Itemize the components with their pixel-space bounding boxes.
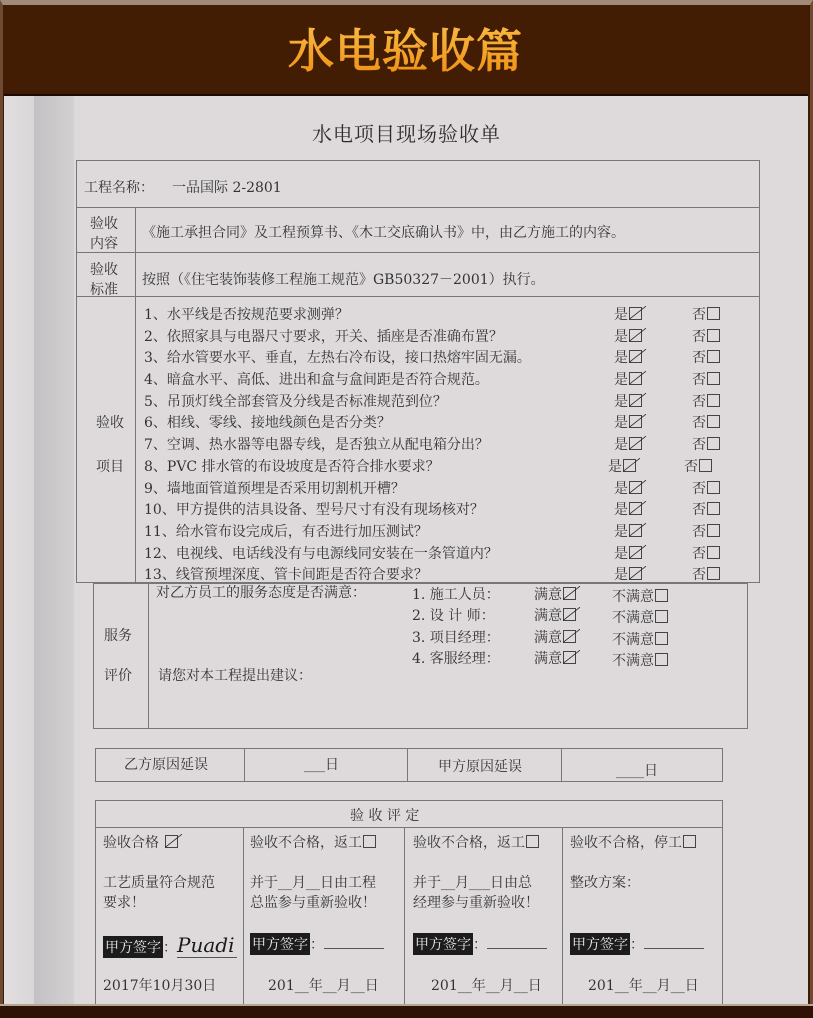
no-option[interactable]: [692, 391, 720, 411]
yes-option[interactable]: [614, 478, 642, 498]
satisfied-checkbox[interactable]: [563, 608, 576, 621]
yes-checkbox[interactable]: [629, 350, 642, 363]
inspection-item-text: 4、暗盒水平、高低、进出和盒与盒间距是否符合规范。: [144, 372, 489, 388]
evaluation-date: 2017年10月30日: [103, 978, 217, 994]
no-checkbox[interactable]: [707, 481, 720, 494]
signature-label: 甲方签字: [103, 936, 163, 958]
yes-option[interactable]: [614, 347, 642, 367]
no-option[interactable]: [692, 412, 720, 432]
yes-option[interactable]: [614, 326, 642, 346]
no-option[interactable]: [684, 456, 712, 476]
no-label: 否: [692, 437, 706, 453]
evaluation-option[interactable]: [570, 832, 696, 852]
evaluation-body: 并于__月__日由工程: [250, 875, 376, 891]
yes-option[interactable]: [614, 369, 642, 389]
yes-label: 是: [614, 372, 628, 388]
column-divider: [404, 827, 405, 1004]
colon: ：: [473, 937, 487, 953]
inspection-item-text: 1、水平线是否按规范要求测弹？: [144, 307, 349, 323]
inspection-item-text: 8、PVC 排水管的布设坡度是否符合排水要求？: [144, 459, 440, 475]
role-label: 4. 客服经理：: [412, 651, 500, 667]
evaluation-body: 总监参与重新验收！: [250, 895, 376, 911]
yes-checkbox[interactable]: [629, 415, 642, 428]
yes-option[interactable]: [614, 434, 642, 454]
no-checkbox[interactable]: [707, 437, 720, 450]
background-surface: [4, 96, 34, 1006]
yes-checkbox[interactable]: [629, 437, 642, 450]
no-checkbox[interactable]: [707, 372, 720, 385]
no-checkbox[interactable]: [707, 546, 720, 559]
form-title: 水电项目现场验收单: [312, 122, 501, 146]
satisfied-checkbox[interactable]: [563, 630, 576, 643]
evaluation-option-label: 验收不合格，停工: [570, 835, 682, 851]
unsatisfied-option[interactable]: [612, 629, 668, 649]
evaluation-checkbox[interactable]: [363, 835, 376, 848]
content-label: 验收: [90, 216, 118, 232]
signature-value[interactable]: Puadi: [177, 933, 237, 958]
yes-checkbox[interactable]: [629, 372, 642, 385]
no-option[interactable]: [692, 369, 720, 389]
standard-label: 验收: [90, 262, 118, 278]
evaluation-body: 经理参与重新验收！: [413, 895, 539, 911]
no-checkbox[interactable]: [707, 329, 720, 342]
yes-option[interactable]: [614, 521, 642, 541]
satisfied-label: 满意: [534, 651, 562, 667]
no-checkbox[interactable]: [707, 524, 720, 537]
row-divider: [76, 252, 760, 253]
no-option[interactable]: [692, 304, 720, 324]
column-divider: [243, 827, 244, 1004]
signature-field[interactable]: [413, 933, 547, 955]
no-option[interactable]: [692, 543, 720, 563]
evaluation-option-label: 验收不合格，返工: [413, 835, 525, 851]
unsatisfied-label: 不满意: [612, 589, 654, 605]
unsatisfied-option[interactable]: [612, 586, 668, 606]
colon: ：: [310, 937, 324, 953]
no-option[interactable]: [692, 499, 720, 519]
yes-checkbox[interactable]: [629, 394, 642, 407]
yes-option[interactable]: [614, 391, 642, 411]
inspection-item-text: 11、给水管布设完成后，有否进行加压测试？: [144, 524, 428, 540]
yes-checkbox[interactable]: [629, 307, 642, 320]
evaluation-date: 201__年__月__日: [268, 978, 379, 994]
suggestion-label: 请您对本工程提出建议：: [158, 668, 312, 684]
satisfied-checkbox[interactable]: [563, 587, 576, 600]
satisfied-option[interactable]: [534, 627, 576, 647]
inspection-item-text: 5、吊顶灯线全部套管及分线是否标准规范到位？: [144, 394, 447, 410]
satisfied-label: 满意: [534, 630, 562, 646]
no-checkbox[interactable]: [707, 415, 720, 428]
evaluation-option-label: 验收不合格，返工: [250, 835, 362, 851]
yes-checkbox[interactable]: [629, 481, 642, 494]
unsatisfied-option[interactable]: [612, 650, 668, 670]
banner: [3, 5, 808, 91]
yes-label: 是: [608, 459, 622, 475]
column-divider: [561, 748, 562, 782]
yes-label: 是: [614, 394, 628, 410]
signature-field[interactable]: [250, 933, 384, 955]
signature-value[interactable]: [487, 948, 547, 949]
unsatisfied-checkbox[interactable]: [655, 610, 668, 623]
yes-option[interactable]: [614, 564, 642, 584]
signature-value[interactable]: [644, 948, 704, 949]
evaluation-date: 201__年__月__日: [431, 978, 542, 994]
yes-checkbox[interactable]: [629, 546, 642, 559]
colon: ：: [630, 937, 644, 953]
yes-label: 是: [614, 524, 628, 540]
satisfied-option[interactable]: [534, 605, 576, 625]
evaluation-option[interactable]: [413, 832, 539, 852]
yes-label: 是: [614, 307, 628, 323]
content-text: 《施工承担合同》及工程预算书、《木工交底确认书》中，由乙方施工的内容。: [142, 225, 625, 241]
items-label: 项目: [96, 459, 124, 475]
unsatisfied-label: 不满意: [612, 653, 654, 669]
no-checkbox[interactable]: [699, 459, 712, 472]
inspection-item-text: 7、空调、热水器等电器专线，是否独立从配电箱分出？: [144, 437, 489, 453]
unsatisfied-checkbox[interactable]: [655, 589, 668, 602]
yes-label: 是: [614, 415, 628, 431]
service-label: 服务: [104, 628, 132, 644]
role-label: 1. 施工人员：: [412, 587, 500, 603]
items-label: 验收: [96, 415, 124, 431]
evaluation-checkbox[interactable]: [683, 835, 696, 848]
signature-value[interactable]: [324, 948, 384, 949]
unsatisfied-checkbox[interactable]: [655, 632, 668, 645]
no-checkbox[interactable]: [707, 567, 720, 580]
no-label: 否: [692, 307, 706, 323]
standard-label: 标准: [90, 282, 118, 298]
no-label: 否: [692, 567, 706, 583]
no-option[interactable]: [692, 564, 720, 584]
content-label: 内容: [90, 236, 118, 252]
yes-label: 是: [614, 437, 628, 453]
yes-checkbox[interactable]: [629, 329, 642, 342]
service-label: 评价: [104, 668, 132, 684]
evaluation-body: 工艺质量符合规范: [103, 875, 215, 891]
no-label: 否: [692, 546, 706, 562]
no-label: 否: [692, 329, 706, 345]
page-edge-shadow: [34, 96, 74, 1006]
evaluation-date: 201__年__月__日: [588, 978, 699, 994]
no-option[interactable]: [692, 434, 720, 454]
no-checkbox[interactable]: [707, 502, 720, 515]
inspection-item-text: 2、依照家具与电器尺寸要求，开关、插座是否准确布置？: [144, 329, 503, 345]
role-label: 2. 设 计 师：: [412, 608, 495, 624]
no-label: 否: [692, 372, 706, 388]
no-option[interactable]: [692, 326, 720, 346]
evaluation-option-label: 验收合格: [103, 835, 159, 851]
yes-option[interactable]: [614, 499, 642, 519]
party-b-delay-value: ___日: [304, 757, 339, 773]
satisfied-checkbox[interactable]: [563, 651, 576, 664]
row-divider: [95, 827, 723, 828]
project-name-label: 工程名称：: [84, 180, 154, 196]
column-divider: [244, 748, 245, 782]
no-checkbox[interactable]: [707, 307, 720, 320]
evaluation-body: 整改方案：: [570, 875, 640, 891]
satisfied-label: 满意: [534, 587, 562, 603]
unsatisfied-checkbox[interactable]: [655, 653, 668, 666]
column-divider: [148, 583, 149, 729]
unsatisfied-label: 不满意: [612, 610, 654, 626]
signature-label: 甲方签字: [570, 933, 630, 955]
yes-label: 是: [614, 481, 628, 497]
party-b-delay-label: 乙方原因延误: [124, 757, 208, 773]
no-option[interactable]: [692, 347, 720, 367]
signature-label: 甲方签字: [250, 933, 310, 955]
column-divider: [135, 207, 136, 583]
party-a-delay-label: 甲方原因延误: [438, 759, 522, 775]
yes-checkbox[interactable]: [629, 567, 642, 580]
project-name-value: 一品国际 2-2801: [172, 180, 282, 196]
column-divider: [407, 748, 408, 782]
yes-checkbox[interactable]: [629, 502, 642, 515]
no-checkbox[interactable]: [707, 350, 720, 363]
no-label: 否: [692, 502, 706, 518]
no-option[interactable]: [692, 478, 720, 498]
satisfied-option[interactable]: [534, 648, 576, 668]
row-divider: [76, 296, 760, 297]
inspection-item-text: 10、甲方提供的洁具设备、型号尺寸有没有现场核对？: [144, 502, 484, 518]
yes-option[interactable]: [614, 412, 642, 432]
role-label: 3. 项目经理：: [412, 630, 500, 646]
no-label: 否: [692, 524, 706, 540]
no-label: 否: [692, 350, 706, 366]
no-label: 否: [692, 481, 706, 497]
column-divider: [562, 827, 563, 1004]
signature-field[interactable]: [103, 933, 237, 958]
inspection-item-text: 3、给水管要水平、垂直，左热右冷布设，接口热熔牢固无漏。: [144, 350, 531, 366]
satisfied-label: 满意: [534, 608, 562, 624]
banner-title: 水电验收篇: [288, 15, 523, 81]
signature-label: 甲方签字: [413, 933, 473, 955]
signature-field[interactable]: [570, 933, 704, 955]
evaluation-body: 要求！: [103, 895, 145, 911]
no-label: 否: [684, 459, 698, 475]
no-checkbox[interactable]: [707, 394, 720, 407]
yes-label: 是: [614, 567, 628, 583]
evaluation-title: 验 收 评 定: [350, 808, 420, 824]
yes-label: 是: [614, 502, 628, 518]
service-question: 对乙方员工的服务态度是否满意：: [156, 585, 366, 601]
yes-checkbox[interactable]: [629, 524, 642, 537]
unsatisfied-label: 不满意: [612, 632, 654, 648]
row-divider: [76, 207, 760, 208]
unsatisfied-option[interactable]: [612, 607, 668, 627]
party-a-delay-value: ____日: [616, 763, 658, 779]
yes-option[interactable]: [614, 543, 642, 563]
evaluation-table: [95, 800, 723, 1004]
no-label: 否: [692, 394, 706, 410]
yes-option[interactable]: [608, 456, 636, 476]
evaluation-option[interactable]: [250, 832, 376, 852]
standard-text: 按照（《住宅装饰装修工程施工规范》GB50327－2001）执行。: [142, 272, 545, 288]
yes-label: 是: [614, 329, 628, 345]
evaluation-checkbox[interactable]: [165, 835, 178, 848]
colon: ：: [163, 940, 177, 956]
yes-option[interactable]: [614, 304, 642, 324]
yes-label: 是: [614, 350, 628, 366]
inspection-item-text: 6、相线、零线、接地线颜色是否分类？: [144, 415, 391, 431]
inspection-item-text: 13、线管预埋深度、管卡间距是否符合要求？: [144, 567, 428, 583]
evaluation-body: 并于__月___日由总: [413, 875, 532, 891]
inspection-item-text: 12、电视线、电话线没有与电源线同安装在一条管道内？: [144, 546, 498, 562]
evaluation-checkbox[interactable]: [526, 835, 539, 848]
yes-label: 是: [614, 546, 628, 562]
no-label: 否: [692, 415, 706, 431]
no-option[interactable]: [692, 521, 720, 541]
yes-checkbox[interactable]: [623, 459, 636, 472]
evaluation-option[interactable]: [103, 832, 178, 852]
satisfied-option[interactable]: [534, 584, 576, 604]
inspection-item-text: 9、墙地面管道预埋是否采用切割机开槽？: [144, 481, 405, 497]
